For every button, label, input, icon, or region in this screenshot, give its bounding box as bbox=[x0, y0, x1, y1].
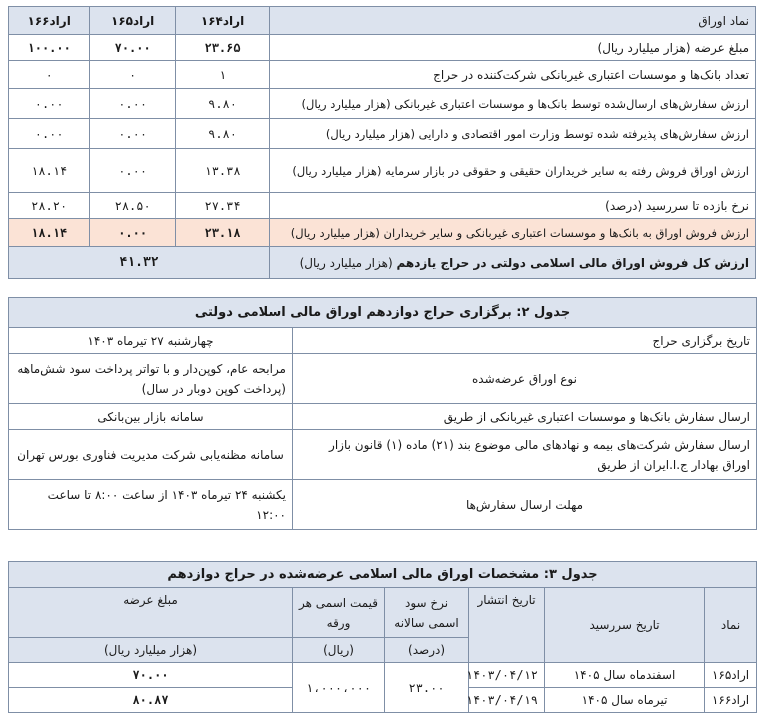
cell-value: ۲۸.۵۰ bbox=[90, 193, 176, 219]
col-header-arad165: اراد۱۶۵ bbox=[90, 7, 176, 35]
cell-value: ۰ bbox=[9, 61, 90, 89]
cell-maturity: تیرماه سال ۱۴۰۵ bbox=[545, 688, 705, 713]
col-header-issue: تاریخ انتشار bbox=[469, 588, 545, 663]
table-row bbox=[9, 61, 756, 89]
row-label: ارسال سفارش بانک‌ها و موسسات اعتباری غیربانکی از طریق bbox=[293, 404, 757, 430]
auction-results-table bbox=[8, 6, 756, 279]
cell-value: ۱۰۰.۰۰ bbox=[9, 35, 90, 61]
col-header-rate: نرخ سود اسمی سالانه bbox=[385, 588, 469, 638]
cell-value: ۹.۸۰ bbox=[175, 119, 269, 149]
cell-value: ۱ bbox=[175, 61, 269, 89]
cell-issue: ۱۴۰۳/۰۴/۱۲ bbox=[469, 663, 545, 688]
row-value: سامانه مظنه‌یابی شرکت مدیریت فناوری بورس تهران bbox=[9, 430, 293, 480]
cell-value: ۰.۰۰ bbox=[9, 119, 90, 149]
row-label: مهلت ارسال سفارش‌ها bbox=[293, 480, 757, 530]
total-label-unit: (هزار میلیارد ریال) bbox=[299, 255, 393, 270]
auction-info-table bbox=[8, 297, 757, 530]
cell-value: ۰.۰۰ bbox=[90, 219, 176, 247]
cell-value: ۱۸.۱۴ bbox=[9, 219, 90, 247]
table-row bbox=[9, 354, 757, 404]
row-value: مرابحه عام، کوپن‌دار و با تواتر پرداخت سود شش‌ماهه (پرداخت کوپن دوبار در سال) bbox=[9, 354, 293, 404]
table-title: جدول ۲: برگزاری حراج دوازدهم اوراق مالی اسلامی دولتی bbox=[9, 298, 757, 328]
row-value: یکشنبه ۲۴ تیرماه ۱۴۰۳ از ساعت ۸:۰۰ تا ساعت ۱۲:۰۰ bbox=[9, 480, 293, 530]
bond-specs-table bbox=[8, 561, 757, 713]
table-title-row bbox=[9, 298, 757, 328]
cell-maturity: اسفندماه سال ۱۴۰۵ bbox=[545, 663, 705, 688]
table-row bbox=[9, 35, 756, 61]
total-value: ۴۱.۳۲ bbox=[9, 247, 270, 279]
table-row bbox=[9, 149, 756, 193]
cell-rate: ۲۳.۰۰ bbox=[385, 663, 469, 713]
cell-value: ۰ bbox=[90, 61, 176, 89]
row-label: ارزش اوراق فروش رفته به سایر خریداران حقیقی و حقوقی در بازار سرمایه (هزار میلیارد ریال) bbox=[270, 149, 756, 193]
cell-amount: ۸۰.۸۷ bbox=[9, 688, 293, 713]
col-header-price: قیمت اسمی هر ورقه bbox=[293, 588, 385, 638]
row-value: سامانه بازار بین‌بانکی bbox=[9, 404, 293, 430]
table-row bbox=[9, 89, 756, 119]
cell-value: ۱۸.۱۴ bbox=[9, 149, 90, 193]
row-label: نرخ بازده تا سررسید (درصد) bbox=[270, 193, 756, 219]
cell-value: ۲۷.۳۴ bbox=[175, 193, 269, 219]
cell-value: ۰.۰۰ bbox=[90, 119, 176, 149]
cell-value: ۲۳.۶۵ bbox=[175, 35, 269, 61]
cell-value: ۰.۰۰ bbox=[90, 89, 176, 119]
table-title: جدول ۳: مشخصات اوراق مالی اسلامی عرضه‌شده در حراج دوازدهم bbox=[9, 562, 757, 588]
table-title-row bbox=[9, 562, 757, 588]
cell-amount: ۷۰.۰۰ bbox=[9, 663, 293, 688]
cell-price: ۱،۰۰۰،۰۰۰ bbox=[293, 663, 385, 713]
table-row bbox=[9, 430, 757, 480]
table-row bbox=[9, 328, 757, 354]
col-header-arad164: اراد۱۶۴ bbox=[175, 7, 269, 35]
col-header-symbol: نماد اوراق bbox=[270, 7, 756, 35]
cell-symbol: اراد۱۶۵ bbox=[705, 663, 757, 688]
cell-value: ۲۸.۲۰ bbox=[9, 193, 90, 219]
table-row bbox=[9, 193, 756, 219]
table-row bbox=[9, 480, 757, 530]
total-label-text: ارزش کل فروش اوراق مالی اسلامی دولتی در حراج یازدهم bbox=[396, 255, 749, 270]
total-label bbox=[270, 247, 756, 279]
cell-value: ۲۳.۱۸ bbox=[175, 219, 269, 247]
cell-value: ۰.۰۰ bbox=[90, 149, 176, 193]
cell-value: ۰.۰۰ bbox=[9, 89, 90, 119]
row-value: چهارشنبه ۲۷ تیرماه ۱۴۰۳ bbox=[9, 328, 293, 354]
col-header-arad166: اراد۱۶۶ bbox=[9, 7, 90, 35]
table-row bbox=[9, 119, 756, 149]
row-label: ارزش سفارش‌های پذیرفته شده توسط وزارت امور اقتصادی و دارایی (هزار میلیارد ریال) bbox=[270, 119, 756, 149]
cell-value: ۱۳.۳۸ bbox=[175, 149, 269, 193]
col-header-maturity: تاریخ سررسید bbox=[545, 588, 705, 663]
col-header-symbol: نماد bbox=[705, 588, 757, 663]
table-row bbox=[9, 663, 757, 688]
cell-issue: ۱۴۰۳/۰۴/۱۹ bbox=[469, 688, 545, 713]
table-row bbox=[9, 404, 757, 430]
row-label: تاریخ برگزاری حراج bbox=[293, 328, 757, 354]
row-label: نوع اوراق عرضه‌شده bbox=[293, 354, 757, 404]
table-row-highlight bbox=[9, 219, 756, 247]
cell-value: ۹.۸۰ bbox=[175, 89, 269, 119]
cell-value: ۷۰.۰۰ bbox=[90, 35, 176, 61]
total-row bbox=[9, 247, 756, 279]
row-label: تعداد بانک‌ها و موسسات اعتباری غیربانکی شرکت‌کننده در حراج bbox=[270, 61, 756, 89]
table-header-row bbox=[9, 588, 757, 638]
row-label: ارزش سفارش‌های ارسال‌شده توسط بانک‌ها و موسسات اعتباری غیربانکی (هزار میلیارد ریال) bbox=[270, 89, 756, 119]
row-label: مبلغ عرضه (هزار میلیارد ریال) bbox=[270, 35, 756, 61]
cell-symbol: اراد۱۶۶ bbox=[705, 688, 757, 713]
unit-rate: (درصد) bbox=[385, 638, 469, 663]
unit-price: (ریال) bbox=[293, 638, 385, 663]
unit-amount: (هزار میلیارد ریال) bbox=[9, 638, 293, 663]
row-label: ارسال سفارش شرکت‌های بیمه و نهادهای مالی موضوع بند (۲۱) ماده (۱) قانون بازار اوراق بهادار ج.ا.ایران از طریق bbox=[293, 430, 757, 480]
row-label: ارزش فروش اوراق به بانک‌ها و موسسات اعتباری غیربانکی و سایر خریداران (هزار میلیارد ریال) bbox=[270, 219, 756, 247]
col-header-amount: مبلغ عرضه bbox=[9, 588, 293, 638]
table-header-row bbox=[9, 7, 756, 35]
